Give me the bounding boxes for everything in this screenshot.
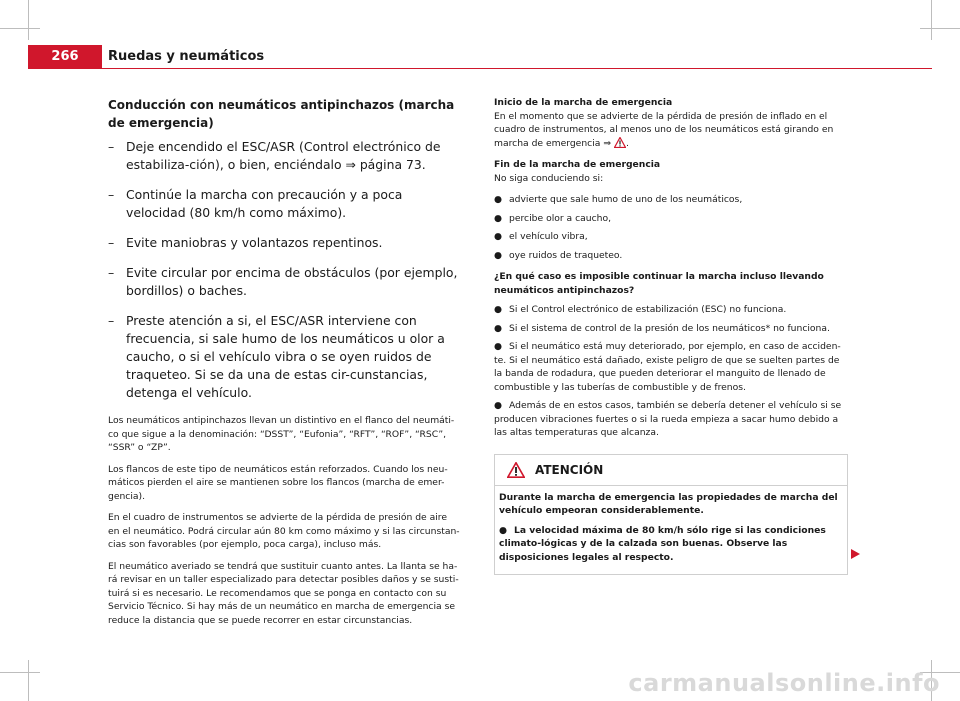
- end-bullet-list: [494, 193, 846, 262]
- right-column: [494, 96, 846, 575]
- list-item: ● Además de en estos casos, también se debería detener el vehículo si se producen vibraciones fuertes o si la rueda empieza a sacar humo debido a las altas temperaturas que alcanza.: [494, 400, 842, 438]
- warning-body: [495, 486, 847, 575]
- warning-label: ATENCIÓN: [535, 462, 604, 477]
- continue-arrow-icon: [850, 549, 860, 559]
- paragraph: En el cuadro de instrumentos se advierte de la pérdida de presión de aire en el neumático. Podrá circular aún 80 km como máximo y si las circunstan-cias son favorables (por ejemplo, poca carga), incluso más.: [108, 512, 460, 550]
- warning-box: [494, 454, 848, 576]
- end-title: Fin de la marcha de emergencia: [494, 159, 661, 170]
- warning-header: [495, 455, 847, 486]
- list-item: ● el vehículo vibra,: [494, 231, 588, 242]
- list-item: ● Si el sistema de control de la presión de los neumáticos* no funciona.: [494, 322, 830, 334]
- instruction-list: [108, 138, 460, 402]
- list-item: ● oye ruidos de traqueteo.: [494, 249, 623, 261]
- list-item: ● Si el neumático está muy deteriorado, por ejemplo, en caso de acciden-te. Si el neumático está dañado, existe peligro de que se suelten partes de la banda de rodadura, que pueden deteriorar el manguito de llenado de combustible y las tuberías de combustible y de frenos.: [494, 341, 841, 393]
- warning-text: Durante la marcha de emergencia las propiedades de marcha del vehículo empeoran considerablemente.: [499, 491, 838, 516]
- crop-mark: [0, 28, 40, 29]
- header-rule: [102, 68, 932, 69]
- watermark: carmanualsonline.info: [628, 669, 940, 697]
- warning-bullet: ● La velocidad máxima de 80 km/h sólo rige si las condiciones climato-lógicas y de la calzada son buenas. Observe las disposiciones legales al respecto.: [499, 524, 826, 563]
- list-item: – Evite circular por encima de obstáculos (por ejemplo, bordillos) o baches.: [108, 265, 458, 298]
- crop-mark: [28, 660, 29, 701]
- list-item: – Deje encendido el ESC/ASR (Control electrónico de estabiliza-ción), o bien, enciéndalo ⇒ página 73.: [108, 139, 441, 172]
- paragraph: El neumático averiado se tendrá que sustituir cuanto antes. La llanta se ha-rá revisar en un taller especializado para detectar posibles daños y se susti-tuirá si es necesario. Le recomendamos que se ponga en contacto con su Servicio Técnico. Si hay más de un neumático en marcha de emergencia se reduce la distancia que se puede recorrer en estar circunstancias.: [108, 560, 459, 626]
- warning-triangle-icon[interactable]: [614, 137, 626, 148]
- crop-mark: [28, 0, 29, 40]
- section-title: Conducción con neumáticos antipinchazos (marcha de emergencia): [108, 98, 455, 130]
- list-item: ● Si el Control electrónico de estabilización (ESC) no funciona.: [494, 304, 787, 315]
- page-number: 266: [28, 45, 102, 69]
- paragraph: Los neumáticos antipinchazos llevan un distintivo en el flanco del neumáti-co que sigue a la denominación: “DSST”, “Eufonia”, “RFT”, “ROF”, “RSC”, “SSR” o “ZP”.: [108, 415, 455, 453]
- end-intro: No siga conduciendo si:: [494, 172, 604, 184]
- start-title: Inicio de la marcha de emergencia: [494, 97, 673, 108]
- crop-mark: [920, 28, 960, 29]
- start-text: En el momento que se advierte de la pérdida de presión de inflado en el cuadro de instrumentos, al menos uno de los neumáticos está girando en marcha de emergencia ⇒ .: [494, 110, 834, 149]
- page-title: Ruedas y neumáticos: [108, 49, 265, 64]
- impossible-title: ¿En qué caso es imposible continuar la marcha incluso llevando neumáticos antipinchazos?: [494, 271, 824, 296]
- warning-triangle-icon: [507, 462, 525, 478]
- list-item: – Continúe la marcha con precaución y a poca velocidad (80 km/h como máximo).: [108, 187, 403, 220]
- list-item: – Preste atención a si, el ESC/ASR interviene con frecuencia, si sale humo de los neumáticos u olor a caucho, o si el vehículo vibra o se oyen ruidos de traqueteo. Si se da una de estas cir-cunstancias, detenga el vehículo.: [108, 313, 445, 400]
- list-item: ● percibe olor a caucho,: [494, 212, 612, 224]
- list-item: ● advierte que sale humo de uno de los neumáticos,: [494, 194, 743, 205]
- paragraph: Los flancos de este tipo de neumáticos están reforzados. Cuando los neu-máticos pierden el aire se mantienen sobre los flancos (marcha de emer-gencia).: [108, 463, 448, 502]
- crop-mark: [0, 672, 40, 673]
- crop-mark: [931, 0, 932, 40]
- list-item: – Evite maniobras y volantazos repentinos.: [108, 235, 383, 250]
- left-column: [108, 96, 460, 635]
